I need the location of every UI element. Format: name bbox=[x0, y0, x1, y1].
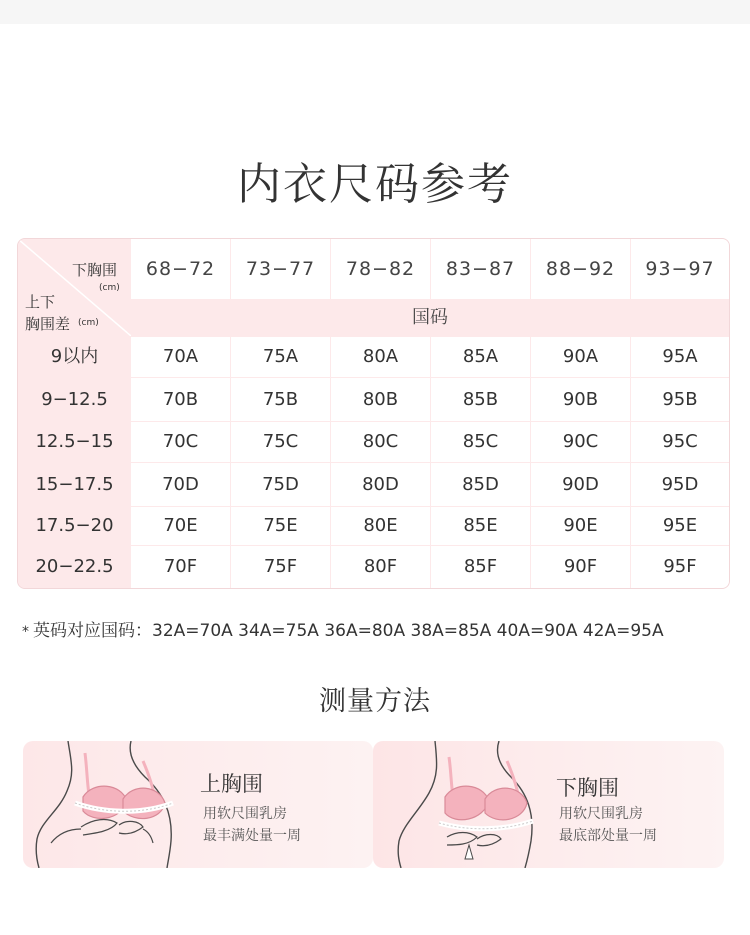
table-cell: 85A bbox=[431, 337, 530, 377]
table-cell: 75E bbox=[231, 507, 330, 545]
table-cell: 80D bbox=[331, 463, 430, 506]
measure-title: 测量方法 bbox=[319, 686, 431, 717]
row-label: 15−17.5 bbox=[18, 463, 131, 506]
upper-bust-panel bbox=[23, 741, 373, 868]
table-cell: 90F bbox=[531, 546, 630, 588]
under-bust-panel bbox=[373, 741, 724, 868]
table-cell: 85E bbox=[431, 507, 530, 545]
table-cell: 90B bbox=[531, 378, 630, 421]
table-cell: 95F bbox=[631, 546, 729, 588]
table-cell: 70B bbox=[131, 378, 230, 421]
column-header: 73−77 bbox=[231, 239, 330, 299]
column-header: 88−92 bbox=[531, 239, 630, 299]
column-header: 83−87 bbox=[431, 239, 530, 299]
size-table bbox=[17, 238, 730, 589]
top-bar bbox=[0, 0, 750, 24]
under-bust-desc-line1: 用软尺围乳房 bbox=[559, 806, 643, 822]
table-cell: 80E bbox=[331, 507, 430, 545]
table-cell: 95E bbox=[631, 507, 729, 545]
bust-diff-label: 胸围差 bbox=[25, 315, 71, 333]
row-label: 20−22.5 bbox=[18, 546, 131, 588]
table-cell: 90C bbox=[531, 422, 630, 462]
table-cell: 80C bbox=[331, 422, 430, 462]
table-cell: 80F bbox=[331, 546, 430, 588]
table-cell: 75B bbox=[231, 378, 330, 421]
row-label: 12.5−15 bbox=[18, 422, 131, 462]
column-header: 68−72 bbox=[131, 239, 230, 299]
bust-diff-top-label: 上下 bbox=[25, 293, 56, 311]
table-cell: 90D bbox=[531, 463, 630, 506]
table-cell: 80B bbox=[331, 378, 430, 421]
group-label-guoma: 国码 bbox=[131, 300, 729, 336]
column-header: 78−82 bbox=[331, 239, 430, 299]
table-cell: 85C bbox=[431, 422, 530, 462]
table-cell: 95C bbox=[631, 422, 729, 462]
table-cell: 70D bbox=[131, 463, 230, 506]
note-asterisk: * bbox=[22, 624, 29, 640]
row-label: 17.5−20 bbox=[18, 507, 131, 545]
table-cell: 75F bbox=[231, 546, 330, 588]
table-cell: 70E bbox=[131, 507, 230, 545]
table-cell: 75C bbox=[231, 422, 330, 462]
table-cell: 75A bbox=[231, 337, 330, 377]
table-cell: 95A bbox=[631, 337, 729, 377]
bust-diff-unit: (cm) bbox=[78, 318, 99, 328]
table-cell: 75D bbox=[231, 463, 330, 506]
note-text: 英码对应国码：32A=70A 34A=75A 36A=80A 38A=85A 40A=90A 42A=95A bbox=[33, 621, 664, 641]
under-bust-unit: (cm) bbox=[99, 283, 120, 293]
upper-bust-illustration bbox=[23, 741, 373, 868]
row-label: 9以内 bbox=[18, 337, 131, 377]
upper-bust-title: 上胸围 bbox=[200, 772, 263, 796]
under-bust-illustration bbox=[373, 741, 724, 868]
upper-bust-desc-line2: 最丰满处量一周 bbox=[203, 828, 301, 844]
column-header: 93−97 bbox=[631, 239, 729, 299]
under-bust-desc-line2: 最底部处量一周 bbox=[559, 828, 657, 844]
upper-bust-desc-line1: 用软尺围乳房 bbox=[203, 806, 287, 822]
under-bust-label: 下胸围 bbox=[72, 261, 118, 279]
page-title: 内衣尺码参考 bbox=[237, 159, 513, 210]
table-cell: 70C bbox=[131, 422, 230, 462]
table-cell: 90A bbox=[531, 337, 630, 377]
table-cell: 85D bbox=[431, 463, 530, 506]
table-cell: 95B bbox=[631, 378, 729, 421]
table-cell: 70A bbox=[131, 337, 230, 377]
row-label: 9−12.5 bbox=[18, 378, 131, 421]
table-cell: 85B bbox=[431, 378, 530, 421]
table-cell: 70F bbox=[131, 546, 230, 588]
table-cell: 85F bbox=[431, 546, 530, 588]
table-cell: 95D bbox=[631, 463, 729, 506]
size-conversion-note bbox=[22, 616, 742, 641]
table-cell: 80A bbox=[331, 337, 430, 377]
under-bust-title: 下胸围 bbox=[556, 776, 619, 800]
table-corner-header bbox=[18, 239, 131, 336]
table-cell: 90E bbox=[531, 507, 630, 545]
